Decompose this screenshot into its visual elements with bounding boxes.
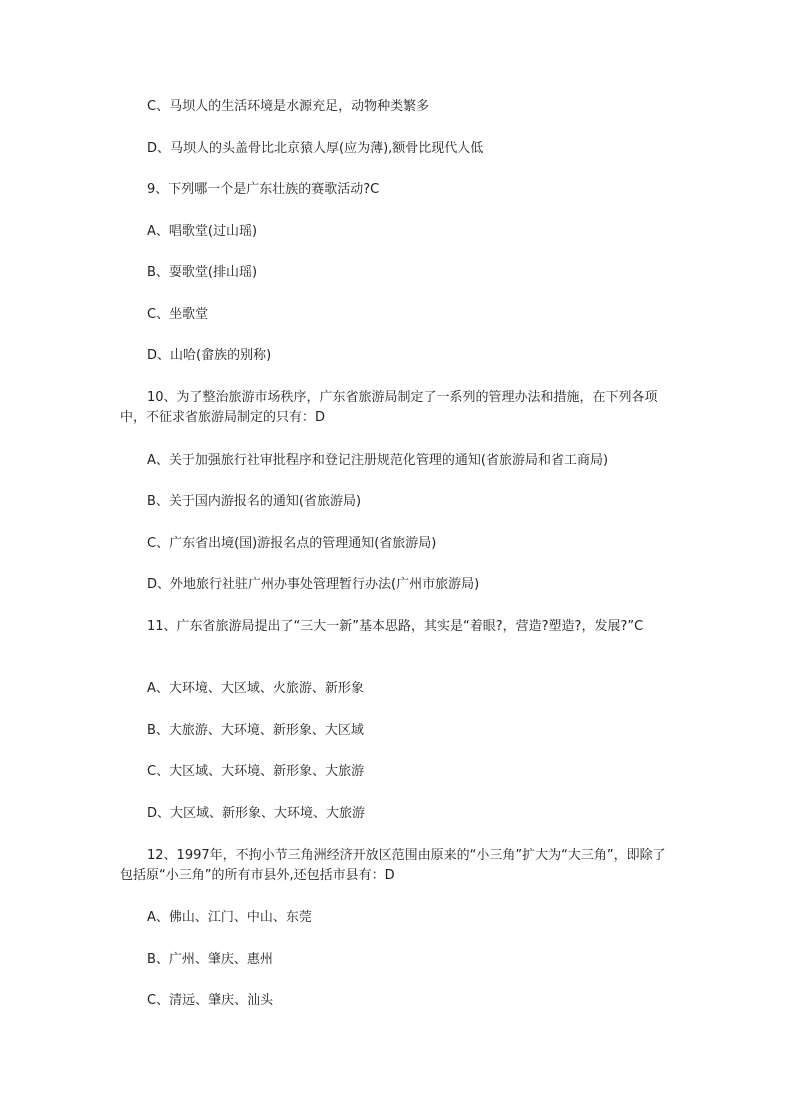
question-9-option-c: C、坐歌堂 (147, 307, 209, 322)
question-10-option-c: C、广东省出境(国)游报名点的管理通知(省旅游局) (147, 536, 437, 551)
question-12-option-b: B、广州、肇庆、惠州 (147, 952, 273, 967)
question-11-option-a: A、大环境、大区域、火旅游、新形象 (147, 681, 364, 696)
question-11-option-b: B、大旅游、大环境、新形象、大区域 (147, 723, 364, 738)
question-12-option-c: C、清远、肇庆、汕头 (147, 993, 274, 1008)
question-10-option-d: D、外地旅行社驻广州办事处管理暂行办法(广州市旅游局) (147, 577, 480, 592)
question-11-option-c: C、大区域、大环境、新形象、大旅游 (147, 764, 365, 779)
question-9-option-a: A、唱歌堂(过山瑶) (147, 224, 258, 239)
question-10-option-b: B、关于国内游报名的通知(省旅游局) (147, 494, 362, 509)
question-10-option-a: A、关于加强旅行社审批程序和登记注册规范化管理的通知(省旅游局和省工商局) (147, 453, 609, 468)
question-9-option-d: D、山哈(畲族的别称) (147, 348, 272, 363)
question-9-option-b: B、耍歌堂(排山瑶) (147, 265, 258, 280)
question-11-option-d: D、大区域、新形象、大环境、大旅游 (147, 806, 366, 821)
question-10: 10、为了整治旅游市场秩序，广东省旅游局制定了一系列的管理办法和措施，在下列各项中，不征求省旅游局制定的只有：D (120, 390, 658, 425)
option-d-mabaren-skull: D、马坝人的头盖骨比北京猿人厚(应为薄),额骨比现代人低 (147, 141, 484, 156)
option-c-mabaren-environment: C、马坝人的生活环境是水源充足，动物种类繁多 (147, 99, 430, 114)
question-11: 11、广东省旅游局提出了“三大一新”基本思路，其实是“着眼?，营造?塑造?，发展?”C (147, 619, 644, 634)
question-12-option-a: A、佛山、江门、中山、东莞 (147, 910, 312, 925)
question-9: 9、下列哪一个是广东壮族的赛歌活动?C (147, 182, 380, 197)
question-12: 12、1997年，不拘小节三角洲经济开放区范围由原来的“小三角”扩大为“大三角”，即除了包括原“小三角”的所有市县外,还包括市县有：D (120, 848, 666, 883)
